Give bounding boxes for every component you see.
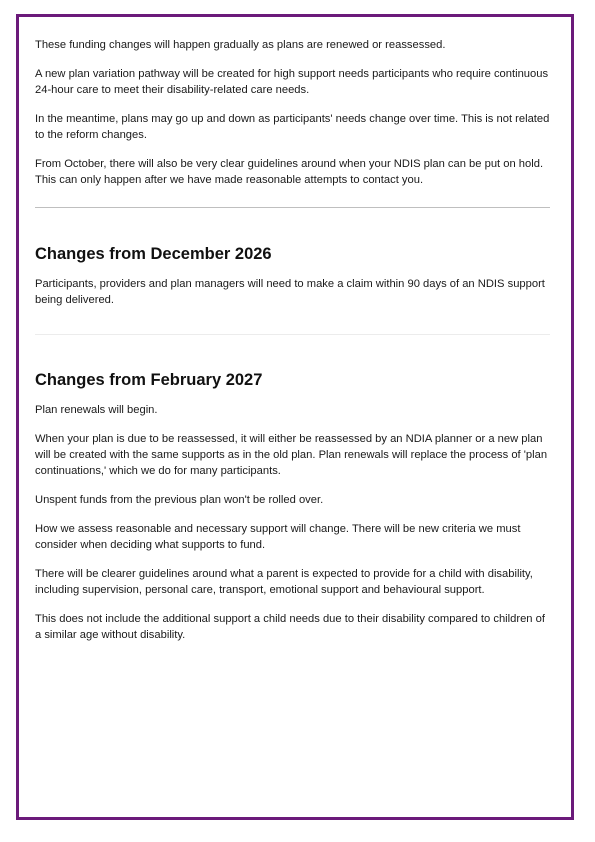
february-paragraph: Plan renewals will begin. xyxy=(35,404,158,416)
february-paragraph: Unspent funds from the previous plan won't be rolled over. xyxy=(35,494,324,506)
february-paragraph: This does not include the additional support a child needs due to their disability compared to children of a similar age without disability. xyxy=(35,613,545,641)
intro-paragraph: A new plan variation pathway will be created for high support needs participants who require continuous 24-hour care to meet their disability-related care needs. xyxy=(35,68,549,96)
section-heading-december-2026: Changes from December 2026 xyxy=(35,245,272,263)
section-heading-february-2027: Changes from February 2027 xyxy=(35,371,263,389)
section-divider xyxy=(35,334,550,335)
intro-paragraph: In the meantime, plans may go up and down as participants' needs change over time. This is not related to the reform changes. xyxy=(35,113,550,141)
february-paragraph: How we assess reasonable and necessary support will change. There will be new criteria we must consider when deciding what supports to fund. xyxy=(35,523,521,551)
section-divider xyxy=(35,207,550,208)
intro-paragraph: These funding changes will happen gradually as plans are renewed or reassessed. xyxy=(35,39,446,51)
december-paragraph: Participants, providers and plan managers will need to make a claim within 90 days of an NDIS support being delivered. xyxy=(35,278,545,306)
page-frame xyxy=(16,14,574,820)
page-content xyxy=(35,37,550,656)
february-paragraph: When your plan is due to be reassessed, it will either be reassessed by an NDIA planner or a new plan will be created with the same supports as in the old plan. Plan renewals will replace the process of 'plan continuations,' which we do for many participants. xyxy=(35,433,548,477)
february-paragraph: There will be clearer guidelines around what a parent is expected to provide for a child with disability, including supervision, personal care, transport, emotional support and behavioural support. xyxy=(35,568,533,596)
intro-paragraph: From October, there will also be very clear guidelines around when your NDIS plan can be put on hold. This can only happen after we have made reasonable attempts to contact you. xyxy=(35,158,544,186)
